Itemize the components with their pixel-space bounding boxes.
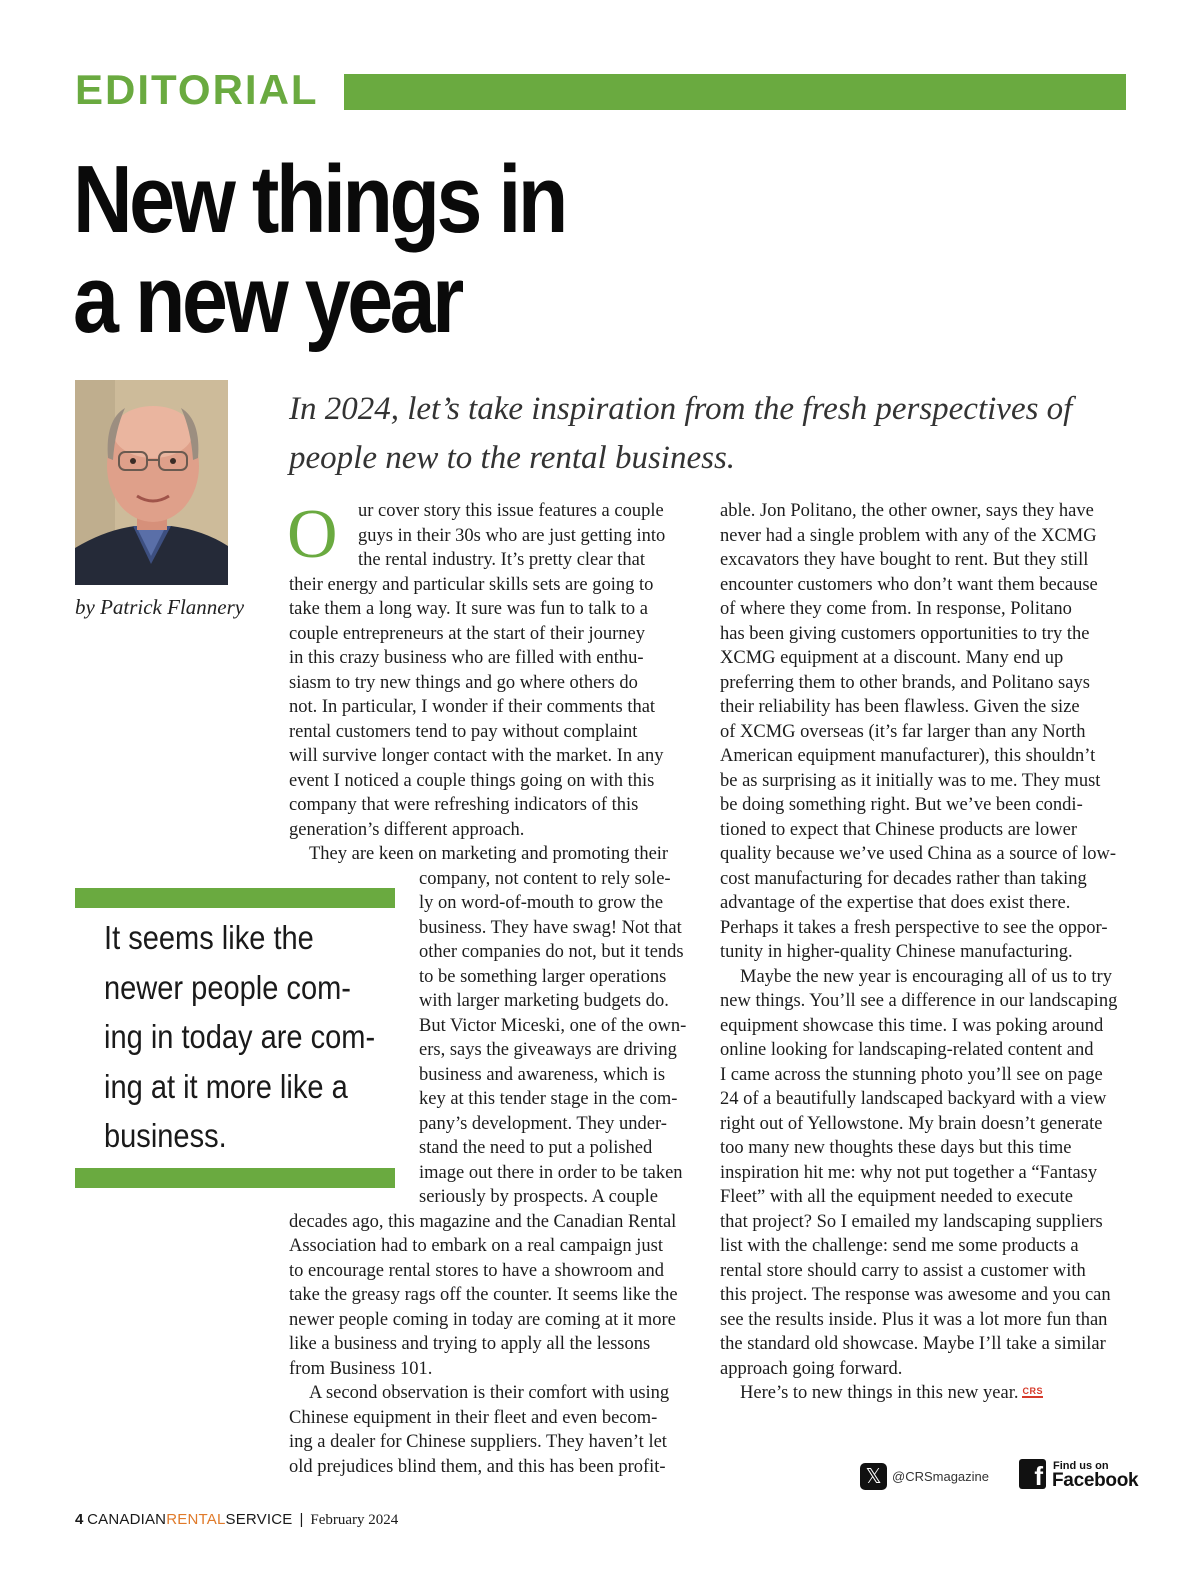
body-line: of XCMG overseas (it’s far larger than any North bbox=[720, 721, 1086, 742]
body-line: encounter customers who don’t want them because bbox=[720, 574, 1098, 595]
author-photo bbox=[75, 380, 228, 585]
body-line: rental store should carry to assist a customer with bbox=[720, 1260, 1086, 1281]
body-line: company that were refreshing indicators of this bbox=[289, 795, 639, 815]
body-line: has been giving customers opportunities to try the bbox=[720, 623, 1090, 644]
pull-quote-line: ing at it more like a bbox=[104, 1067, 348, 1105]
body-line: right out of Yellowstone. My brain doesn’t generate bbox=[720, 1113, 1103, 1134]
column-1-paragraph-2-narrow bbox=[419, 867, 699, 1210]
brand-name bbox=[87, 1511, 292, 1528]
body-line: old prejudices blind them, and this has been profit- bbox=[289, 1456, 666, 1477]
body-line: ers, says the giveaways are driving bbox=[419, 1040, 677, 1060]
body-line: business. They have swag! Not that bbox=[419, 917, 682, 938]
body-line: the rental industry. It’s pretty clear that bbox=[358, 550, 645, 570]
body-line: Association had to embark on a real campaign just bbox=[289, 1236, 664, 1256]
body-line: But Victor Miceski, one of the own- bbox=[419, 1015, 687, 1036]
facebook-wordmark[interactable]: Facebook bbox=[1052, 1470, 1139, 1491]
body-line: event I noticed a couple things going on with this bbox=[289, 770, 655, 791]
crs-end-logo: CRS bbox=[1022, 1386, 1043, 1396]
page-number: 4 bbox=[75, 1511, 84, 1528]
body-line: the standard old showcase. Maybe I’ll take a similar bbox=[720, 1334, 1106, 1354]
body-line: able. Jon Politano, the other owner, says they have bbox=[720, 501, 1094, 521]
body-line: seriously by prospects. A couple bbox=[419, 1187, 658, 1207]
byline: by Patrick Flannery bbox=[75, 595, 245, 619]
body-line: online looking for landscaping-related content and bbox=[720, 1040, 1094, 1060]
body-line: newer people coming in today are coming at it more bbox=[289, 1309, 676, 1330]
body-line: company, not content to rely sole- bbox=[419, 868, 671, 889]
body-line: 24 of a beautifully landscaped backyard with a view bbox=[720, 1089, 1107, 1109]
deck bbox=[289, 385, 1129, 483]
body-line: American equipment manufacturer), this shouldn’t bbox=[720, 746, 1096, 766]
body-line: other companies do not, but it tends bbox=[419, 942, 684, 962]
body-line: never had a single problem with any of the XCMG bbox=[720, 525, 1097, 546]
x-handle[interactable]: @CRSmagazine bbox=[892, 1469, 990, 1484]
body-line: approach going forward. bbox=[720, 1358, 903, 1379]
drop-cap: O bbox=[287, 496, 338, 573]
body-line: quality because we’ve used China as a source of low- bbox=[720, 844, 1117, 864]
footer-separator: | bbox=[299, 1511, 304, 1528]
body-line: rental customers tend to pay without complaint bbox=[289, 721, 638, 742]
body-line: with larger marketing budgets do. bbox=[419, 991, 669, 1011]
headline bbox=[73, 146, 675, 353]
body-line: XCMG equipment at a discount. Many end up bbox=[720, 648, 1064, 668]
brand-part-rental: RENTAL bbox=[166, 1511, 226, 1528]
body-line: key at this tender stage in the com- bbox=[419, 1089, 678, 1109]
body-line: will survive longer contact with the market. In any bbox=[289, 746, 664, 766]
section-header-bar bbox=[344, 74, 1126, 110]
pull-quote bbox=[104, 913, 376, 1161]
facebook-find-us-label: Find us on bbox=[1053, 1460, 1109, 1472]
column-1-paragraph-2-wide bbox=[289, 1210, 699, 1382]
body-line: Perhaps it takes a fresh perspective to see the oppor- bbox=[720, 917, 1108, 938]
column-2-paragraph-1 bbox=[720, 499, 1130, 965]
body-line: image out there in order to be taken bbox=[419, 1162, 683, 1183]
body-line: decades ago, this magazine and the Canadian Rental bbox=[289, 1211, 677, 1232]
body-line: couple entrepreneurs at the start of their journey bbox=[289, 623, 645, 644]
x-logo-icon[interactable]: 𝕏 bbox=[860, 1463, 887, 1490]
body-line: be as surprising as it initially was to me. They must bbox=[720, 770, 1101, 791]
body-line: ur cover story this issue features a couple bbox=[358, 501, 664, 521]
pull-quote-line: business. bbox=[104, 1117, 227, 1154]
column-2-closing bbox=[740, 1381, 1043, 1406]
body-line: be doing something right. But we’ve been condi- bbox=[720, 795, 1083, 815]
body-line: siasm to try new things and go where others do bbox=[289, 672, 638, 693]
body-line: in this crazy business who are filled with enthu- bbox=[289, 648, 644, 668]
body-line: tunity in higher-quality Chinese manufacturing. bbox=[720, 942, 1073, 962]
body-line: advantage of the expertise that does exist there. bbox=[720, 893, 1071, 913]
body-line: inspiration hit me: why not put together a “Fantasy bbox=[720, 1162, 1098, 1183]
body-line: of where they come from. In response, Politano bbox=[720, 599, 1072, 619]
body-line: preferring them to other brands, and Politano says bbox=[720, 672, 1090, 693]
pull-quote-line: ing in today are com- bbox=[104, 1018, 376, 1055]
body-line: their energy and particular skills sets are going to bbox=[289, 574, 654, 595]
body-line: like a business and trying to apply all the lessons bbox=[289, 1334, 651, 1354]
pull-quote-bar-top bbox=[75, 888, 395, 908]
body-line: equipment showcase this time. I was poking around bbox=[720, 1015, 1104, 1036]
body-line: that project? So I emailed my landscaping suppliers bbox=[720, 1211, 1103, 1232]
body-line: this project. The response was awesome and you can bbox=[720, 1285, 1111, 1305]
pull-quote-line: It seems like the bbox=[104, 919, 314, 956]
body-line: to be something larger operations bbox=[419, 966, 667, 987]
body-line: generation’s different approach. bbox=[289, 819, 525, 840]
body-line: ing a dealer for Chinese suppliers. They haven’t let bbox=[289, 1432, 667, 1452]
body-line: to encourage rental stores to have a showroom and bbox=[289, 1260, 665, 1281]
deck-line-2: people new to the rental business. bbox=[289, 440, 736, 476]
body-line: not. In particular, I wonder if their comments that bbox=[289, 697, 656, 717]
body-line: take the greasy rags off the counter. It seems like the bbox=[289, 1285, 678, 1305]
body-line: cost manufacturing for decades rather than taking bbox=[720, 868, 1087, 889]
pull-quote-line: newer people com- bbox=[104, 968, 351, 1006]
headline-line-1: New things in bbox=[73, 146, 565, 253]
facebook-logo-icon[interactable]: f bbox=[1019, 1459, 1046, 1489]
body-line: new things. You’ll see a difference in our landscaping bbox=[720, 991, 1118, 1011]
body-line: take them a long way. It sure was fun to talk to a bbox=[289, 599, 648, 619]
body-line: A second observation is their comfort with using bbox=[309, 1383, 670, 1403]
body-line: pany’s development. They under- bbox=[419, 1113, 667, 1134]
body-line: Maybe the new year is encouraging all of us to try bbox=[740, 966, 1112, 987]
column-1-paragraph-2-lead bbox=[309, 842, 668, 867]
headline-line-2: a new year bbox=[73, 246, 461, 353]
body-line: their reliability has been flawless. Given the size bbox=[720, 697, 1080, 717]
issue-date: February 2024 bbox=[310, 1512, 399, 1528]
body-line: excavators they have bought to rent. But they still bbox=[720, 550, 1089, 570]
body-line: from Business 101. bbox=[289, 1358, 433, 1379]
body-line: tioned to expect that Chinese products are lower bbox=[720, 819, 1078, 840]
page-footer bbox=[75, 1511, 398, 1529]
column-1-paragraph-1 bbox=[287, 496, 699, 842]
column-1-paragraph-3 bbox=[289, 1381, 699, 1479]
brand-part-canadian: CANADIAN bbox=[87, 1511, 167, 1528]
body-line: Chinese equipment in their fleet and even becom- bbox=[289, 1407, 658, 1428]
body-line: see the results inside. Plus it was a lot more fun than bbox=[720, 1309, 1108, 1330]
column-2-paragraph-2 bbox=[720, 965, 1130, 1382]
body-line: ly on word-of-mouth to grow the bbox=[419, 893, 664, 913]
deck-line-1: In 2024, let’s take inspiration from the fresh perspectives of bbox=[289, 391, 1073, 427]
author-portrait-illustration bbox=[75, 380, 228, 585]
body-line: Fleet” with all the equipment needed to execute bbox=[720, 1187, 1073, 1207]
body-line: guys in their 30s who are just getting into bbox=[358, 525, 666, 546]
body-line: I came across the stunning photo you’ll see on page bbox=[720, 1064, 1103, 1085]
body-line: list with the challenge: send me some products a bbox=[720, 1236, 1079, 1256]
body-line: too many new thoughts these days but this time bbox=[720, 1138, 1072, 1158]
brand-part-service: SERVICE bbox=[225, 1511, 293, 1528]
pull-quote-bar-bottom bbox=[75, 1168, 395, 1188]
section-label: EDITORIAL bbox=[75, 66, 319, 113]
body-line: They are keen on marketing and promoting their bbox=[309, 844, 669, 864]
closing-line: Here’s to new things in this new year. bbox=[740, 1383, 1019, 1403]
body-line: business and awareness, which is bbox=[419, 1064, 666, 1085]
body-line: stand the need to put a polished bbox=[419, 1138, 653, 1158]
